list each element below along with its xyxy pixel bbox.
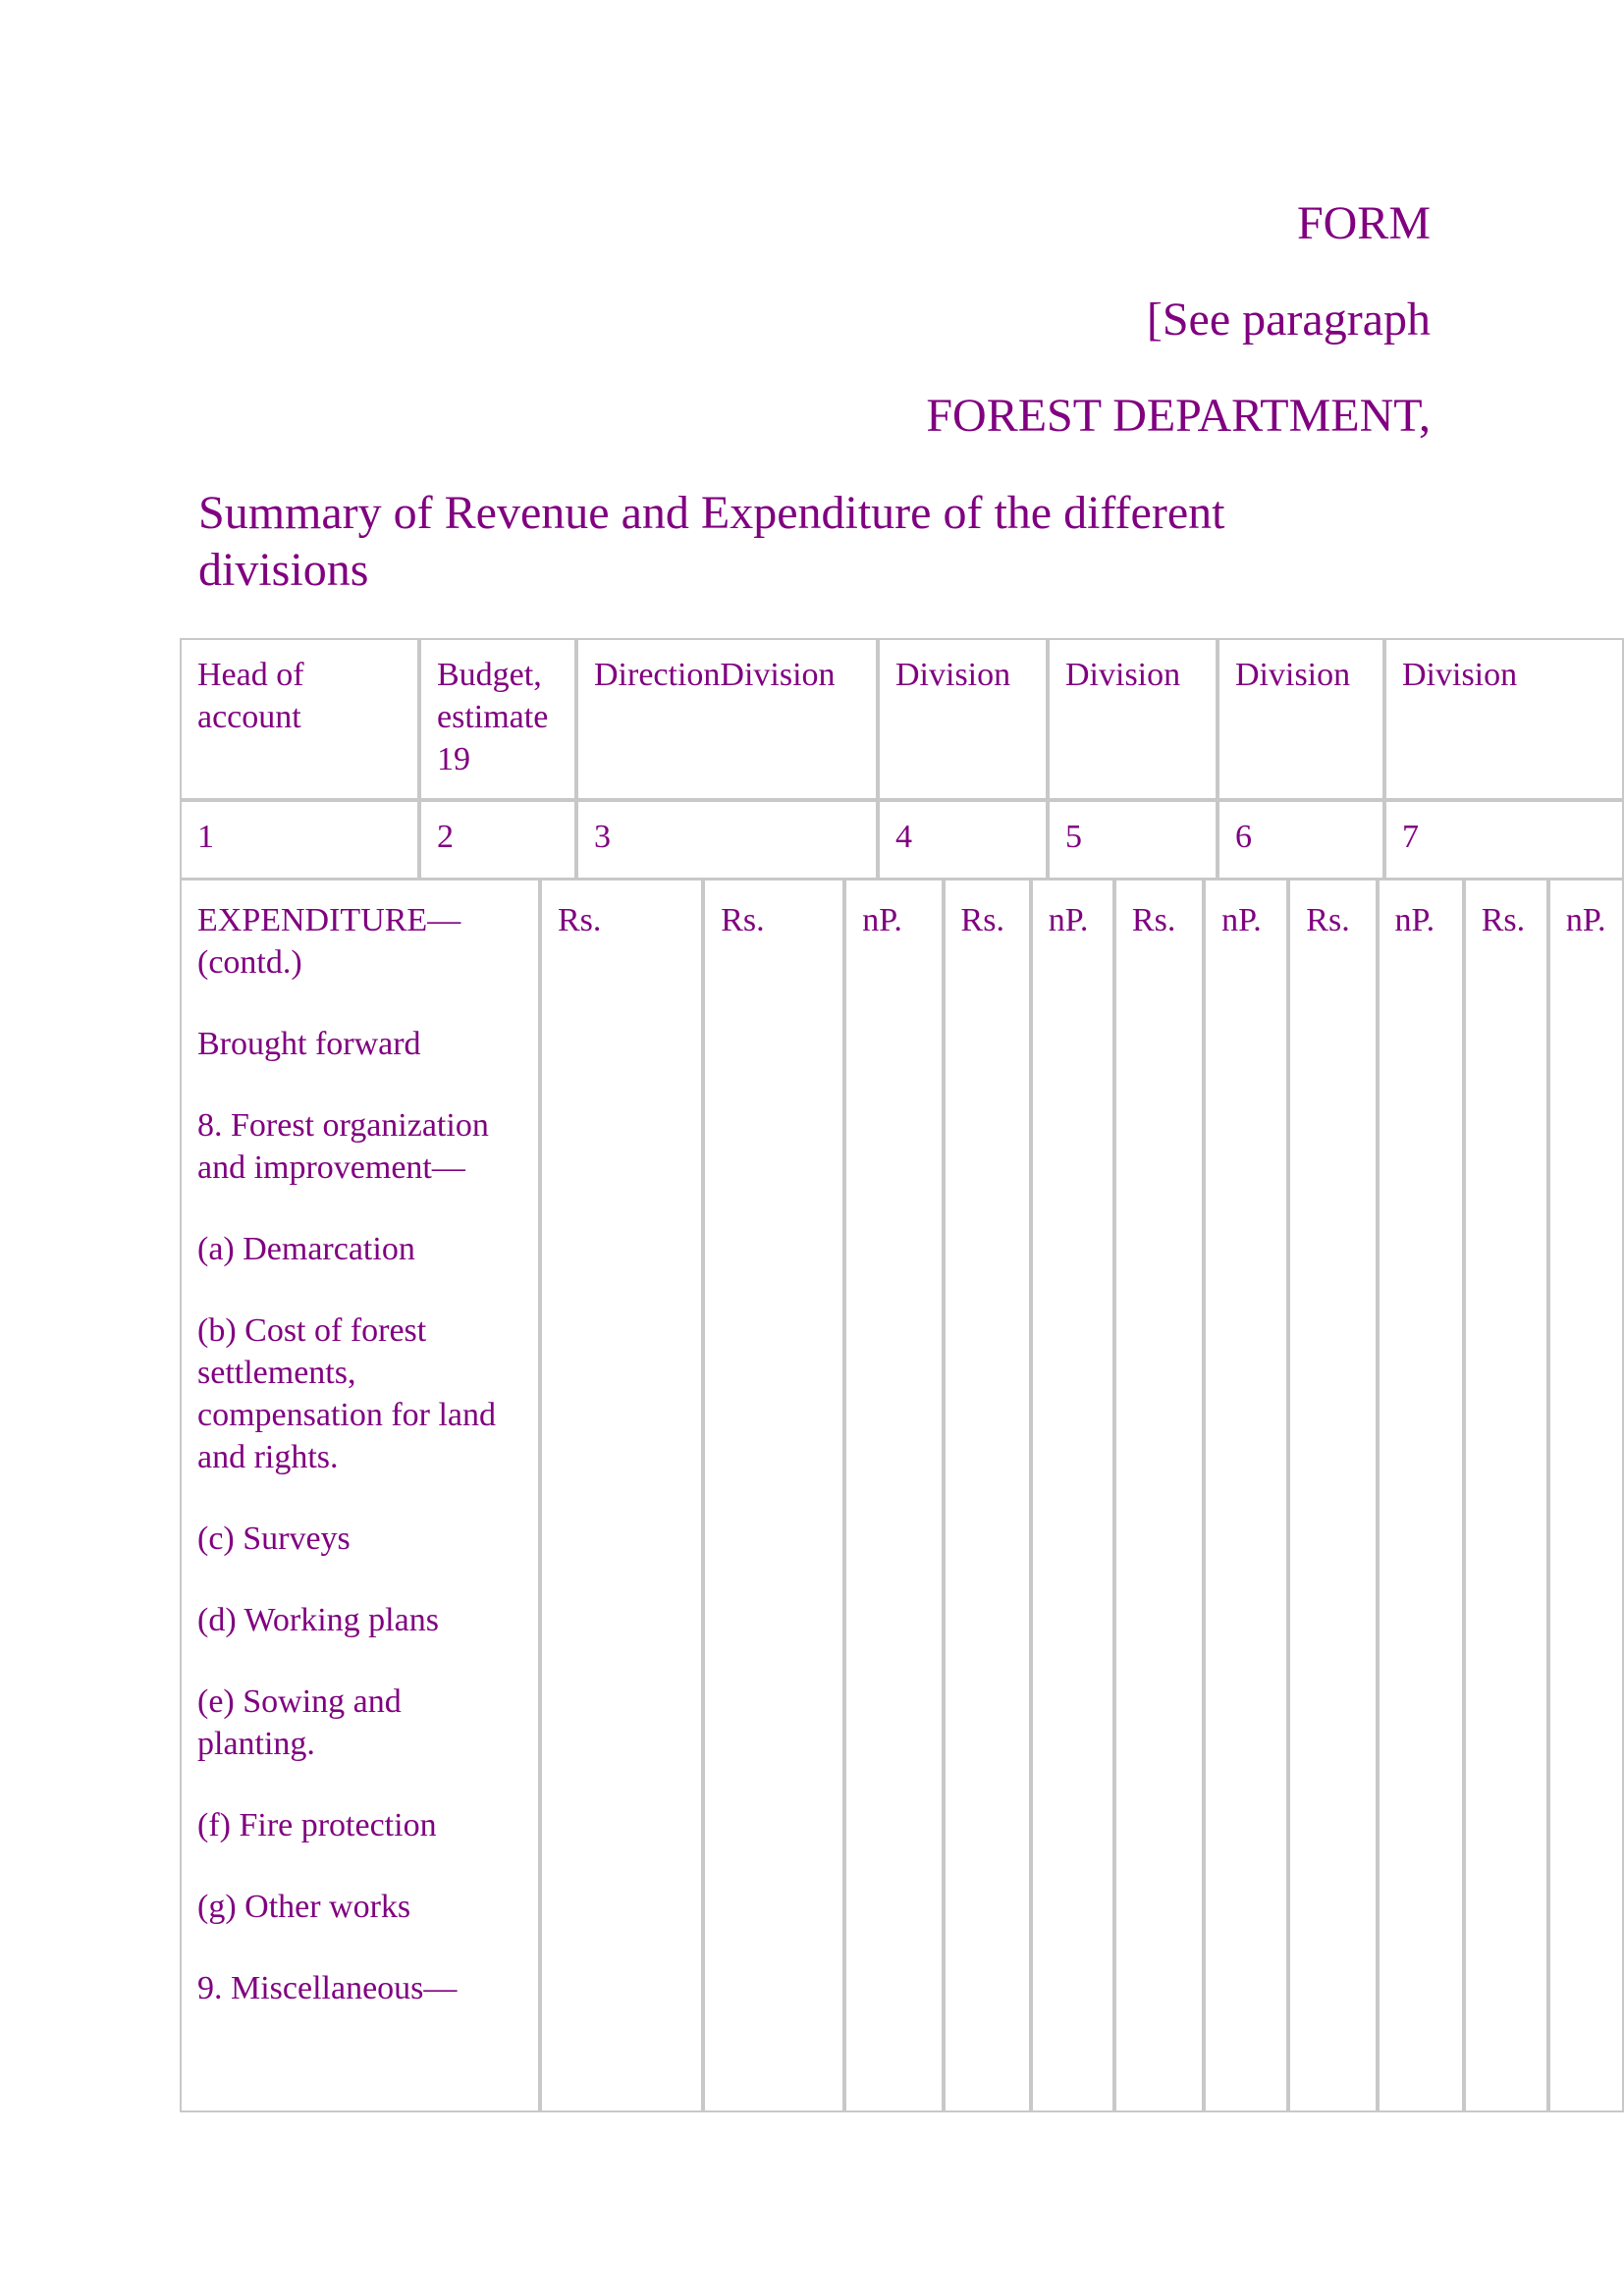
head-item-miscellaneous: 9. Miscellaneous— [197, 1970, 458, 2006]
unit-header-division-6-rs: Rs. [1288, 878, 1377, 2112]
head-item-forest-organization: 8. Forest organization and improvement— [197, 1107, 489, 1186]
column-header-table [180, 638, 1624, 881]
head-item-surveys: (c) Surveys [197, 1521, 351, 1557]
column-title-row [180, 638, 1624, 800]
head-item-expenditure: EXPENDITURE—(contd.) [197, 902, 461, 981]
column-title-division-7: Division [1384, 638, 1624, 800]
column-number-2: 2 [419, 800, 576, 881]
unit-header-division-4-rs: Rs. [944, 878, 1031, 2112]
head-item-demarcation: (a) Demarcation [197, 1231, 415, 1267]
head-item-working-plans: (d) Working plans [197, 1602, 439, 1638]
head-item-forest-settlements: (b) Cost of forest settlements, compensation for land and rights. [197, 1312, 497, 1475]
head-item-other-works: (g) Other works [197, 1889, 411, 1925]
unit-header-division-7-np: nP. [1548, 878, 1624, 2112]
column-number-4: 4 [878, 800, 1048, 881]
summary-title: Summary of Revenue and Expenditure of the different divisions [198, 487, 1225, 596]
column-number-3: 3 [576, 800, 878, 881]
head-of-account-cell [180, 878, 540, 2112]
column-title-division-5: Division [1048, 638, 1218, 800]
column-number-5: 5 [1048, 800, 1218, 881]
unit-header-direction-rs: Rs. [703, 878, 844, 2112]
head-item-brought-forward: Brought forward [197, 1026, 421, 1062]
column-number-row [180, 800, 1624, 881]
column-title-budget-estimate: Budget, estimate 19 [419, 638, 576, 800]
column-title-head-of-account: Head of account [180, 638, 419, 800]
department-name: FOREST DEPARTMENT, [926, 390, 1431, 442]
see-paragraph-reference: [See paragraph [1146, 294, 1431, 346]
unit-header-direction-np: nP. [844, 878, 943, 2112]
column-title-division-4: Division [878, 638, 1048, 800]
expenditure-row [180, 878, 1624, 2112]
column-number-6: 6 [1218, 800, 1384, 881]
expenditure-table [180, 878, 1624, 2112]
unit-header-division-6-np: nP. [1378, 878, 1464, 2112]
unit-header-budget-rs: Rs. [540, 878, 703, 2112]
column-title-direction-division: DirectionDivision [576, 638, 878, 800]
column-number-7: 7 [1384, 800, 1624, 881]
head-item-fire-protection: (f) Fire protection [197, 1807, 437, 1843]
unit-header-division-4-np: nP. [1031, 878, 1114, 2112]
unit-header-division-5-rs: Rs. [1114, 878, 1204, 2112]
unit-header-division-5-np: nP. [1204, 878, 1288, 2112]
form-label: FORM [1296, 197, 1431, 249]
unit-header-division-7-rs: Rs. [1464, 878, 1548, 2112]
column-title-division-6: Division [1218, 638, 1384, 800]
head-item-sowing-planting: (e) Sowing and planting. [197, 1683, 402, 1762]
column-number-1: 1 [180, 800, 419, 881]
